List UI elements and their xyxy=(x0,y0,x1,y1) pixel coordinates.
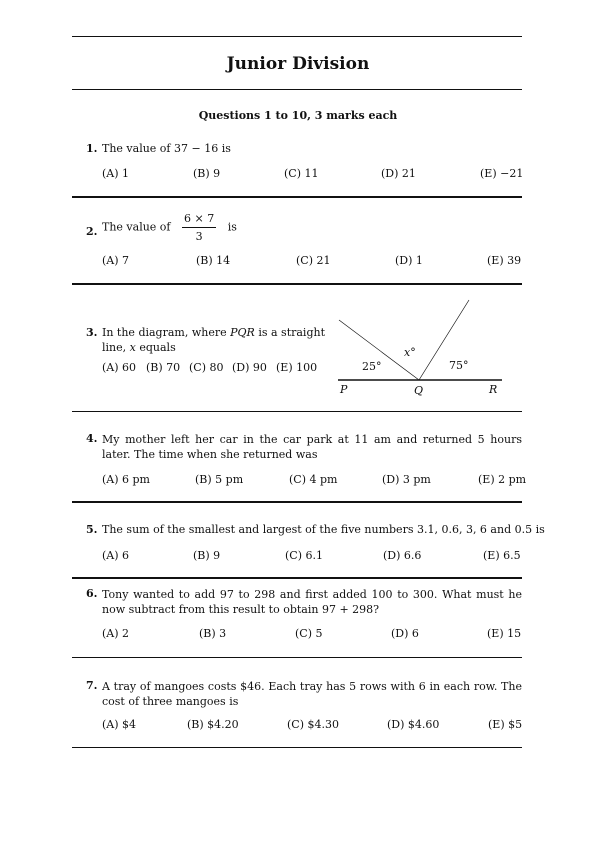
question-text xyxy=(102,212,237,243)
question-divider xyxy=(72,501,522,503)
option-a: (A) 6 xyxy=(102,549,130,562)
option-b: (B) 3 xyxy=(199,627,227,640)
question-divider xyxy=(72,283,522,285)
question-text-line-2: line, x equals xyxy=(102,341,176,354)
option-a: (A) 1 xyxy=(102,167,130,180)
angle-diagram xyxy=(330,292,520,407)
option-c: (C) 6.1 xyxy=(285,549,323,562)
option-b: (B) 70 xyxy=(146,361,181,374)
option-d: (D) 6 xyxy=(391,627,419,640)
angle-x-label: x° xyxy=(404,346,416,359)
top-rule xyxy=(72,36,522,37)
question-text: A tray of mangoes costs $46. Each tray has 5 rows with 6 in each row. The cost of three mangoes is xyxy=(102,680,522,708)
text-before: The value of xyxy=(102,220,171,234)
question-text-line-1: In the diagram, where PQR is a straight xyxy=(102,326,325,339)
option-d: (D) 21 xyxy=(381,167,416,180)
option-e: (E) 2 pm xyxy=(478,473,527,486)
angle-75-label: 75° xyxy=(449,359,469,372)
option-d: (D) 3 pm xyxy=(382,473,431,486)
option-b: (B) 9 xyxy=(193,167,221,180)
option-b: (B) $4.20 xyxy=(187,718,239,731)
option-a: (A) $4 xyxy=(102,718,137,731)
option-a: (A) 6 pm xyxy=(102,473,150,486)
question-number: 6. xyxy=(86,587,98,600)
option-b: (B) 5 pm xyxy=(195,473,244,486)
fraction-numerator: 6 × 7 xyxy=(182,212,216,228)
text-after: is xyxy=(227,220,237,234)
question-text: Tony wanted to add 97 to 298 and first added 100 to 300. What must he now subtract from this result to obtain 97 + 298? xyxy=(102,588,522,616)
question-number: 3. xyxy=(86,326,98,339)
option-e: (E) 100 xyxy=(276,361,318,374)
math-x: x xyxy=(129,341,136,354)
option-c: (C) 80 xyxy=(189,361,224,374)
option-c: (C) 11 xyxy=(284,167,319,180)
option-b: (B) 14 xyxy=(196,254,231,267)
option-d: (D) 6.6 xyxy=(383,549,422,562)
question-number: 4. xyxy=(86,432,98,445)
option-d: (D) 90 xyxy=(232,361,267,374)
option-d: (D) $4.60 xyxy=(387,718,440,731)
option-c: (C) 5 xyxy=(295,627,323,640)
question-number: 5. xyxy=(86,523,98,536)
question-divider xyxy=(72,411,522,412)
page-title: Junior Division xyxy=(226,54,370,74)
option-e: (E) 39 xyxy=(487,254,522,267)
angle-25-label: 25° xyxy=(362,360,382,373)
question-number: 1. xyxy=(86,142,98,155)
option-a: (A) 7 xyxy=(102,254,130,267)
point-p-label: P xyxy=(340,383,348,396)
option-e: (E) 6.5 xyxy=(483,549,521,562)
option-d: (D) 1 xyxy=(395,254,423,267)
option-e: (E) 15 xyxy=(487,627,522,640)
option-a: (A) 60 xyxy=(102,361,137,374)
question-divider xyxy=(72,196,522,198)
question-text: The value of 37 − 16 is xyxy=(102,142,231,155)
bottom-rule xyxy=(72,747,522,748)
option-b: (B) 9 xyxy=(193,549,221,562)
point-q-label: Q xyxy=(414,384,424,397)
math-pqr: PQR xyxy=(230,326,255,339)
question-text: The sum of the smallest and largest of the five numbers 3.1, 0.6, 3, 6 and 0.5 is xyxy=(102,523,545,536)
fraction xyxy=(182,212,216,243)
fraction-denominator: 3 xyxy=(195,230,203,243)
question-divider xyxy=(72,657,522,658)
option-c: (C) 21 xyxy=(296,254,331,267)
question-number: 7. xyxy=(86,679,98,692)
option-c: (C) $4.30 xyxy=(287,718,339,731)
option-c: (C) 4 pm xyxy=(289,473,338,486)
question-divider xyxy=(72,577,522,579)
option-e: (E) $5 xyxy=(488,718,523,731)
header-rule xyxy=(72,89,522,90)
option-e: (E) −21 xyxy=(480,167,524,180)
point-r-label: R xyxy=(489,383,498,396)
section-subtitle: Questions 1 to 10, 3 marks each xyxy=(198,109,398,122)
option-a: (A) 2 xyxy=(102,627,130,640)
question-text: My mother left her car in the car park at 11 am and returned 5 hours later. The time when she returned was xyxy=(102,433,522,461)
question-number: 2. xyxy=(86,225,98,238)
